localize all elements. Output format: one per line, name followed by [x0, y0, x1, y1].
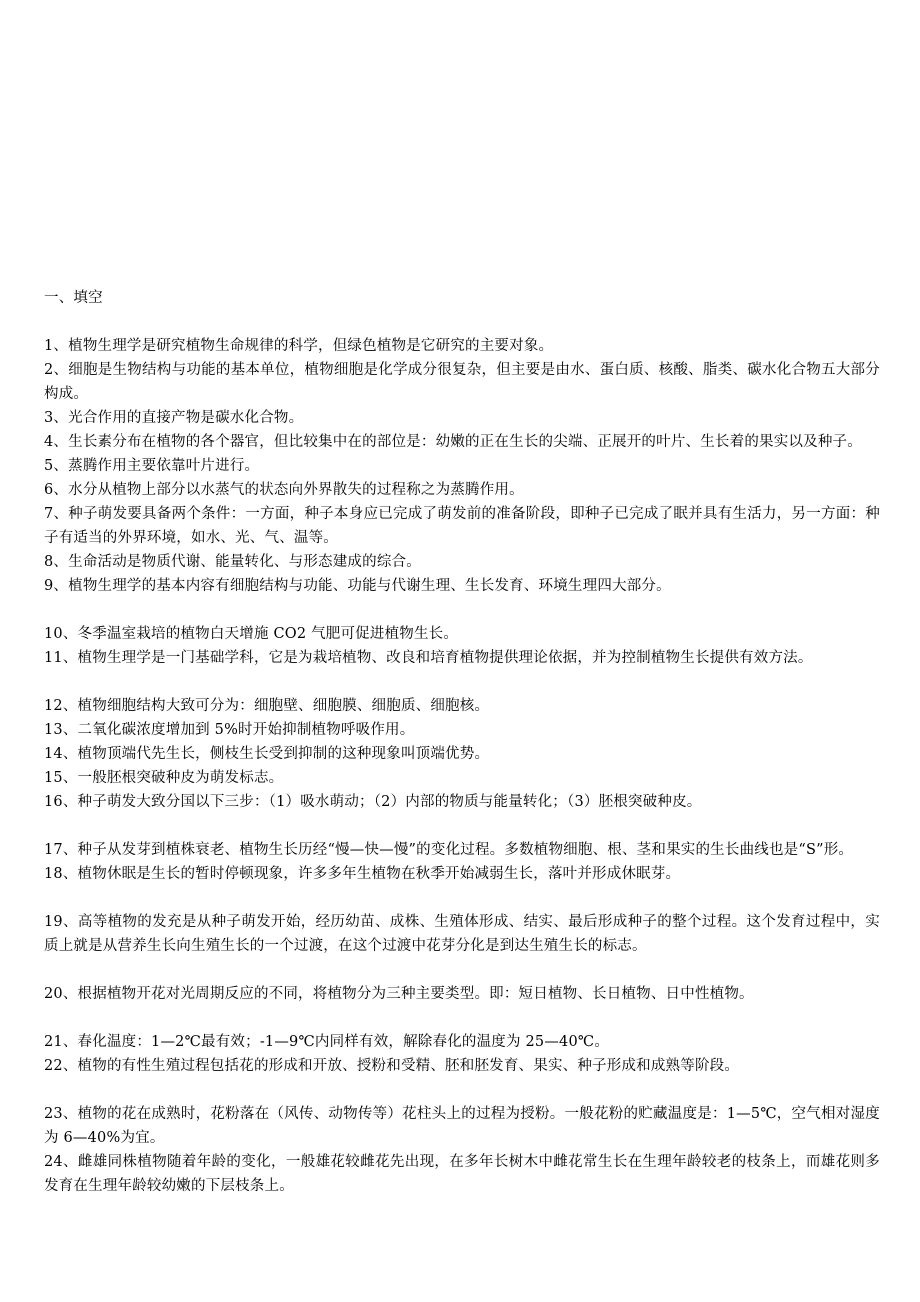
spacer — [44, 886, 880, 910]
list-item: 15、一般胚根突破种皮为萌发标志。 — [44, 770, 284, 786]
list-item: 1、植物生理学是研究植物生命规律的科学，但绿色植物是它研究的主要对象。 — [44, 338, 554, 354]
list-item: 8、生命活动是物质代谢、能量转化、与形态建成的综合。 — [44, 554, 421, 570]
spacer — [44, 1006, 880, 1030]
list-item: 5、蒸腾作用主要依靠叶片进行。 — [44, 458, 260, 474]
spacer — [44, 814, 880, 838]
list-item: 16、种子萌发大致分国以下三步：（1）吸水萌动；（2）内部的物质与能量转化；（3）胚根突破种皮。 — [44, 794, 702, 810]
list-item: 22、植物的有性生殖过程包括花的形成和开放、授粉和受精、胚和胚发育、果实、种子形成和成熟等阶段。 — [44, 1058, 740, 1074]
list-item: 3、光合作用的直接产物是碳水化合物。 — [44, 410, 304, 426]
spacer — [44, 670, 880, 694]
list-item: 19、高等植物的发充是从种子萌发开始，经历幼苗、成株、生殖体形成、结实、最后形成种子的整个过程。这个发育过程中，实质上就是从营养生长向生殖生长的一个过渡，在这个过渡中花芽分化是到达生殖生长的标志。 — [44, 914, 880, 954]
list-item: 18、植物休眠是生长的暂时停顿现象，许多多年生植物在秋季开始减弱生长，落叶并形成休眠芽。 — [44, 866, 681, 882]
list-item: 7、种子萌发要具备两个条件：一方面，种子本身应已完成了萌发前的准备阶段，即种子已完成了眠并具有生活力，另一方面：种子有适当的外界环境，如水、光、气、温等。 — [44, 506, 880, 546]
spacer — [44, 310, 880, 334]
list-item: 24、雌雄同株植物随着年龄的变化，一般雄花较雌花先出现，在多年长树木中雌花常生长在生理年龄较老的枝条上，而雄花则多发育在生理年龄较幼嫩的下层枝条上。 — [44, 1154, 880, 1194]
list-item: 17、种子从发芽到植株衰老、植物生长历经“慢—快—慢”的变化过程。多数植物细胞、根、茎和果实的生长曲线也是“S”形。 — [44, 842, 854, 858]
list-item: 2、细胞是生物结构与功能的基本单位，植物细胞是化学成分很复杂，但主要是由水、蛋白质、核酸、脂类、碳水化合物五大部分构成。 — [44, 362, 880, 402]
list-item: 13、二氧化碳浓度增加到 5%时开始抑制植物呼吸作用。 — [44, 722, 415, 738]
list-item: 14、植物顶端代先生长，侧枝生长受到抑制的这种现象叫顶端优势。 — [44, 746, 490, 762]
document-page — [44, 286, 880, 1198]
list-item: 20、根据植物开花对光周期反应的不同，将植物分为三种主要类型。即：短日植物、长日植物、日中性植物。 — [44, 986, 754, 1002]
spacer — [44, 958, 880, 982]
list-item: 6、水分从植物上部分以水蒸气的状态向外界散失的过程称之为蒸腾作用。 — [44, 482, 524, 498]
list-item: 12、植物细胞结构大致可分为：细胞壁、细胞膜、细胞质、细胞核。 — [44, 698, 490, 714]
spacer — [44, 598, 880, 622]
list-item: 4、生长素分布在植物的各个器官，但比较集中在的部位是：幼嫩的正在生长的尖端、正展开的叶片、生长着的果实以及种子。 — [44, 434, 862, 450]
section-title: 一、填空 — [44, 290, 103, 306]
spacer — [44, 1078, 880, 1102]
list-item: 23、植物的花在成熟时，花粉落在（风传、动物传等）花柱头上的过程为授粉。一般花粉的贮藏温度是：1—5℃，空气相对湿度为 6—40%为宜。 — [44, 1106, 880, 1146]
list-item: 9、植物生理学的基本内容有细胞结构与功能、功能与代谢生理、生长发育、环境生理四大部分。 — [44, 578, 671, 594]
list-item: 10、冬季温室栽培的植物白天增施 CO2 气肥可促进植物生长。 — [44, 626, 459, 642]
list-item: 11、植物生理学是一门基础学科，它是为栽培植物、改良和培育植物提供理论依据，并为控制植物生长提供有效方法。 — [44, 650, 813, 666]
list-item: 21、春化温度：1—2℃最有效；-1—9℃内同样有效，解除春化的温度为 25—40℃。 — [44, 1034, 610, 1050]
